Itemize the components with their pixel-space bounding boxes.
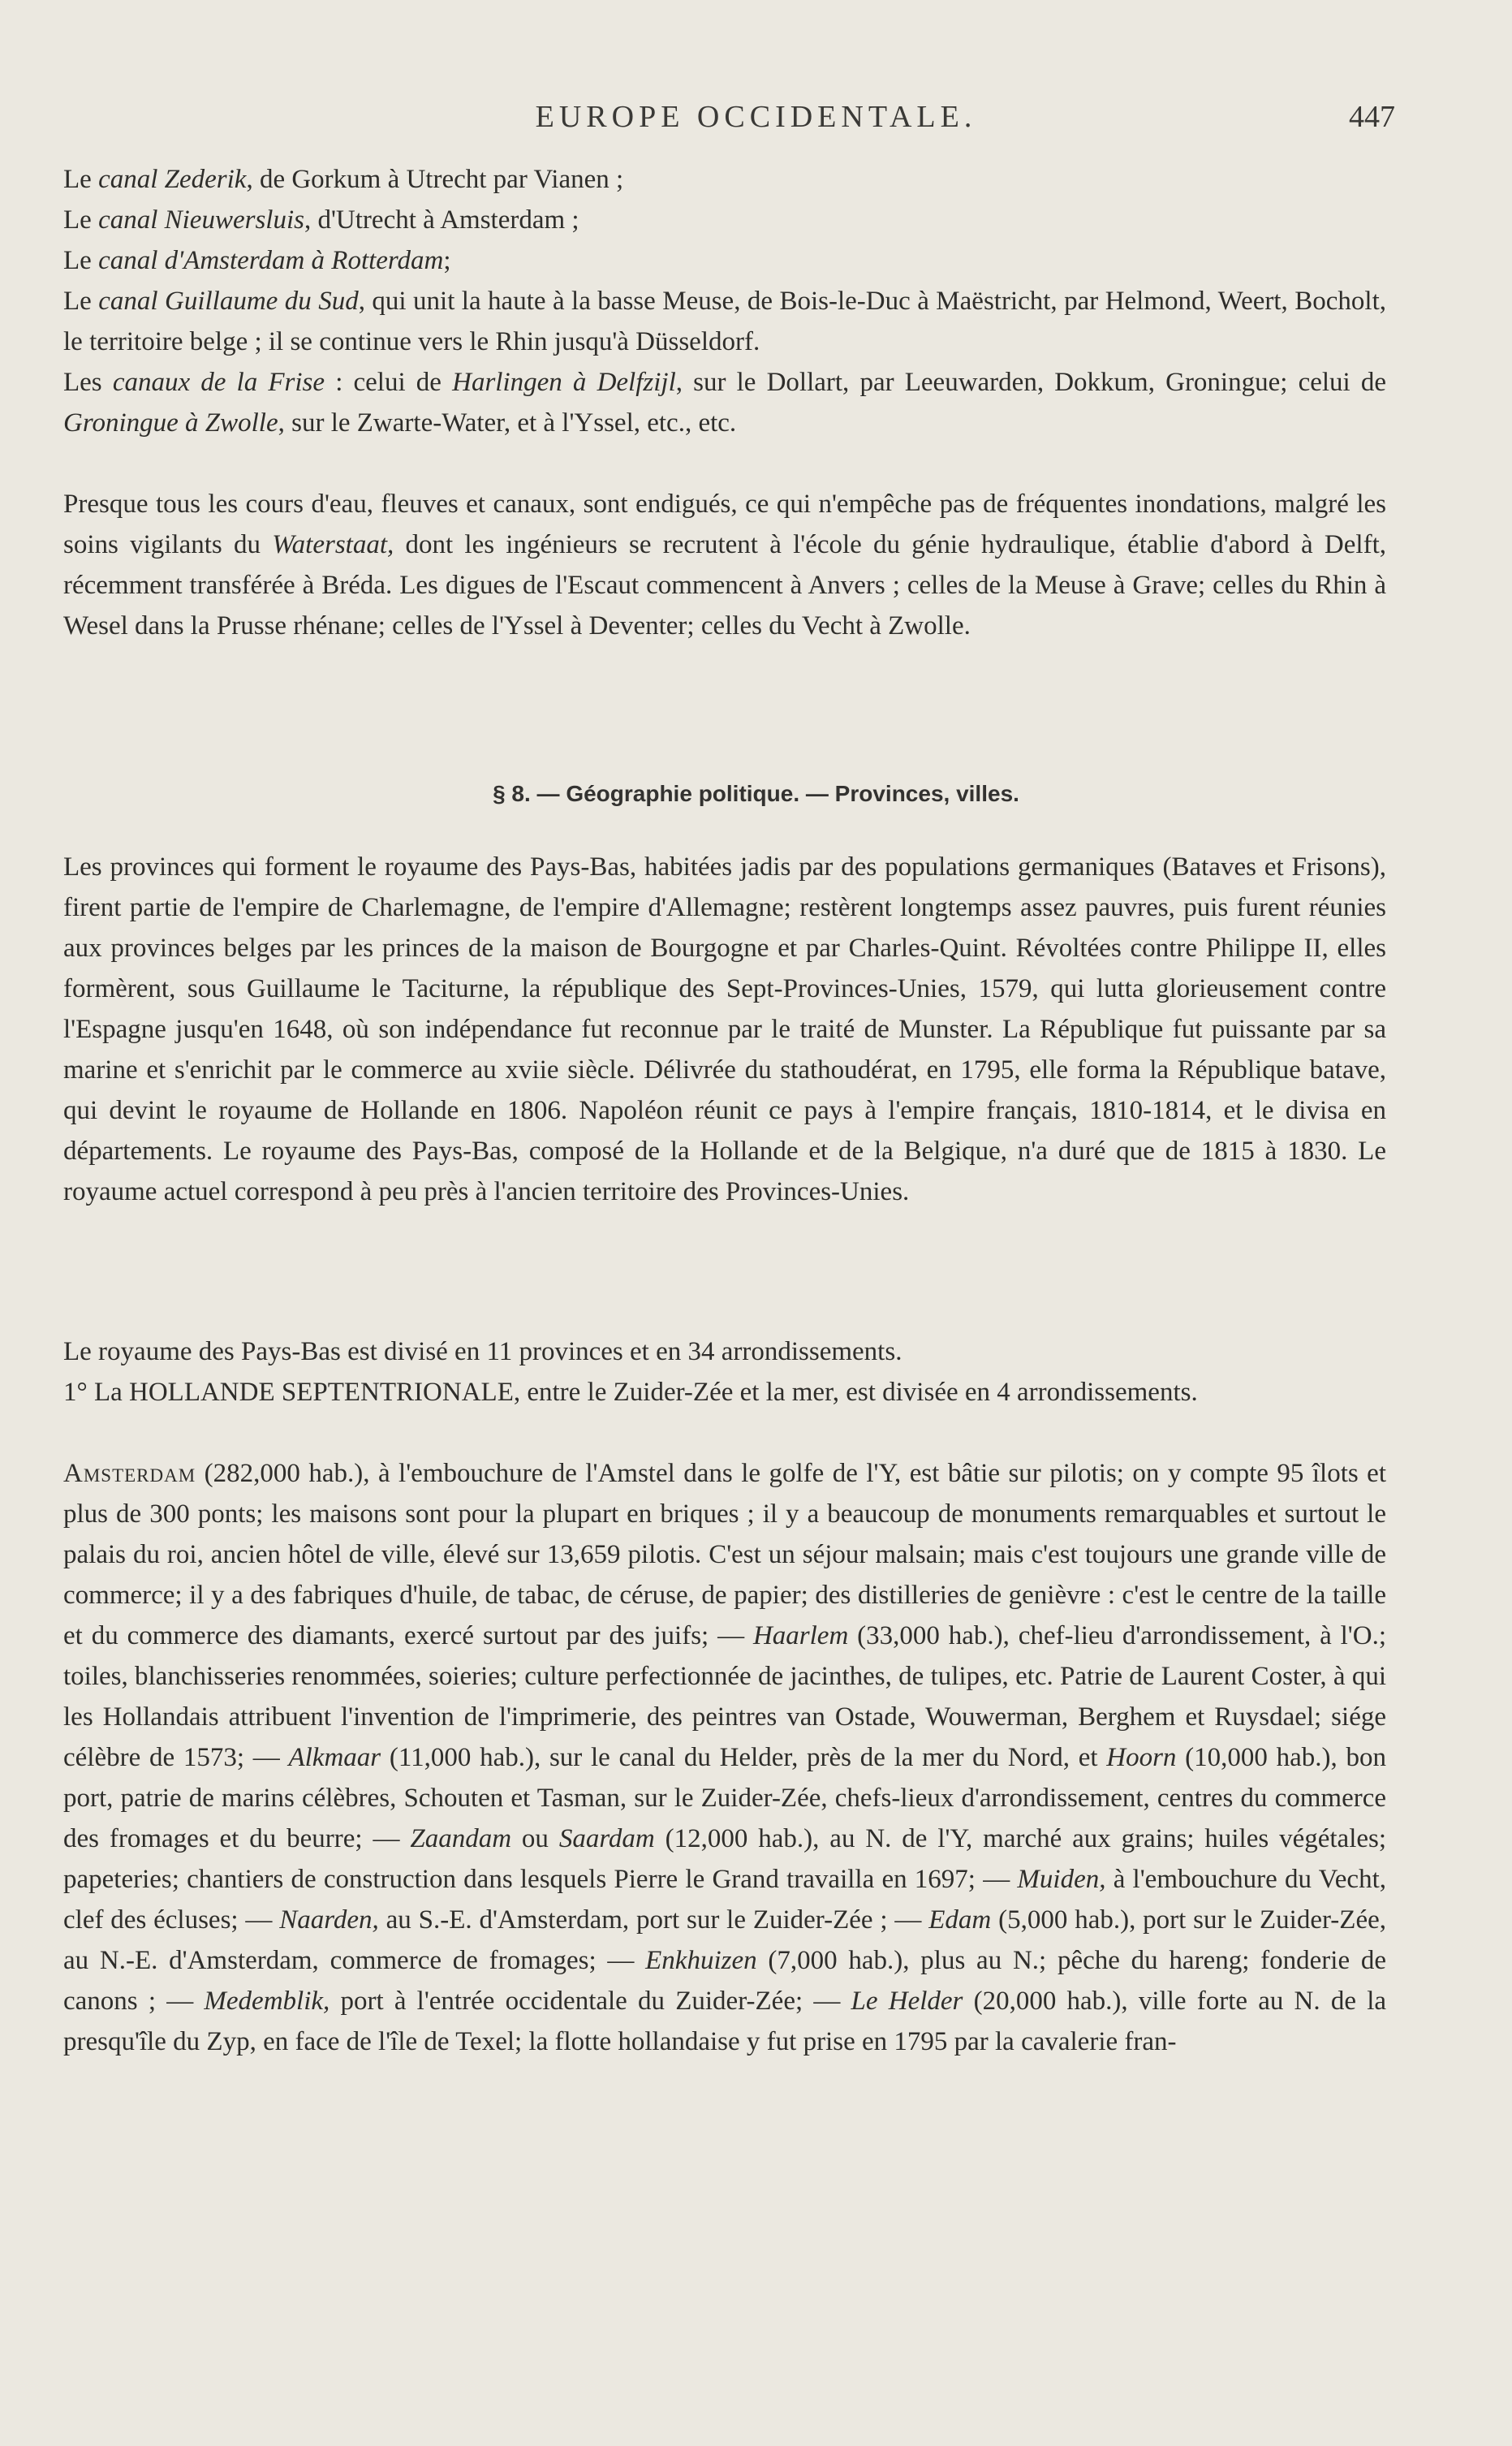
dikes-paragraph: Presque tous les cours d'eau, fleuves et canaux, sont endigués, ce qui n'empêche pas de fréquentes inondations, malgré les soins vigilants du Waterstaat, dont les ingénieurs se recrutent à l'école du génie hydraulique, établie d'abord à Delft, récemment transférée à Bréda. Les digues de l'Escaut commencent à Anvers ; celles de la Meuse à Grave; celles du Rhin à Wesel dans la Prusse rhénane; celles de l'Yssel à Deventer; celles du Vecht à Zwolle. — [63, 490, 1386, 641]
city-name: Hoorn — [1106, 1743, 1177, 1772]
city-name: Naarden, — [279, 1905, 379, 1935]
division-paragraph: Le royaume des Pays-Bas est divisé en 11 provinces et en 34 arrondissements. — [63, 1337, 902, 1366]
running-header: EUROPE OCCIDENTALE. — [535, 100, 977, 134]
city-name: Le Helder — [851, 1987, 963, 2016]
city-name: Medemblik, — [204, 1987, 330, 2016]
waterstaat-term: Waterstaat, — [272, 530, 394, 559]
page-number: 447 — [1349, 100, 1395, 134]
list-item: Le canal d'Amsterdam à Rotterdam; — [63, 246, 451, 275]
list-item: Le canal Nieuwersluis, d'Utrecht à Amsterdam ; — [63, 205, 579, 235]
city-name: Edam — [928, 1905, 992, 1935]
province-paragraph: 1° La HOLLANDE SEPTENTRIONALE, entre le Zuider-Zée et la mer, est divisée en 4 arrondissements. — [63, 1378, 1198, 1407]
city-name: Zaandam — [410, 1824, 512, 1853]
city-name: Alkmaar — [288, 1743, 381, 1772]
canal-name: canal Nieuwersluis — [98, 205, 304, 235]
cities-paragraph: Amsterdam (282,000 hab.), à l'embouchure de l'Amstel dans le golfe de l'Y, est bâtie sur pilotis; on y compte 95 îlots et plus de 300 ponts; les maisons sont pour la plupart en briques ; il y a beaucoup de monuments remarquables et surtout le palais du roi, ancien hôtel de ville, élevé sur 13,659 pilotis. C'est un séjour malsain; mais c'est toujours une grande ville de commerce; il y a des fabriques d'huile, de tabac, de céruse, de papier; des distilleries de genièvre : c'est le centre de la taille et du commerce des diamants, exercé surtout par des juifs; — Haarlem (33,000 hab.), chef-lieu d'arrondissement, à l'O.; toiles, blanchisseries renommées, soieries; culture perfectionnée de jacinthes, de tulipes, etc. Patrie de Laurent Coster, à qui les Hollandais attribuent l'invention de l'imprimerie, des peintres van Ostade, Wouwerman, Berghem et Ruysdael; siége célèbre de 1573; — Alkmaar (11,000 hab.), sur le canal du Helder, près de la mer du Nord, et Hoorn (10,000 hab.), bon port, patrie de marins célèbres, Schouten et Tasman, sur le Zuider-Zée, chefs-lieux d'arrondissement, centres du commerce des fromages et du beurre; — Zaandam ou Saardam (12,000 hab.), au N. de l'Y, marché aux grains; huiles végétales; papeteries; chantiers de construction dans lesquels Pierre le Grand travailla en 1697; — Muiden, à l'embouchure du Vecht, clef des écluses; — Naarden, au S.-E. d'Amsterdam, port sur le Zuider-Zée ; — Edam (5,000 hab.), port sur le Zuider-Zée, au N.-E. d'Amsterdam, commerce de fromages; — Enkhuizen (7,000 hab.), plus au N.; pêche du hareng; fonderie de canons ; — Medemblik, port à l'entrée occidentale du Zuider-Zée; — Le Helder (20,000 hab.), ville forte au N. de la presqu'île du Zyp, en face de l'île de Texel; la flotte hollandaise y fut prise en 1795 par la cavalerie fran- — [63, 1459, 1387, 2056]
canal-list — [63, 159, 1386, 443]
history-paragraph: Les provinces qui forment le royaume des Pays-Bas, habitées jadis par des populations germaniques (Bataves et Frisons), firent partie de l'empire de Charlemagne, de l'empire d'Allemagne; restèrent longtemps assez pauvres, puis furent réunies aux provinces belges par les princes de la maison de Bourgogne et par Charles-Quint. Révoltées contre Philippe II, elles formèrent, sous Guillaume le Taciturne, la république des Sept-Provinces-Unies, 1579, qui lutta glorieusement contre l'Espagne jusqu'en 1648, où son indépendance fut reconnue par le traité de Munster. La République fut puissante par sa marine et s'enrichit par le commerce au xviie siècle. Délivrée du stathoudérat, en 1795, elle forma la République batave, qui devint le royaume de Hollande en 1806. Napoléon réunit ce pays à l'empire français, 1810-1814, et le divisa en départements. Le royaume des Pays-Bas, composé de la Hollande et de la Belgique, n'a duré que de 1815 à 1830. Le royaume actuel correspond à peu près à l'ancien territoire des Provinces-Unies. — [63, 852, 1386, 1206]
canal-name: canal d'Amsterdam à Rotterdam — [98, 246, 444, 275]
list-item: Le canal Guillaume du Sud, qui unit la haute à la basse Meuse, de Bois-le-Duc à Maëstricht, par Helmond, Weert, Bocholt, le territoire belge ; il se continue vers le Rhin jusqu'à Düsseldorf. — [63, 287, 1386, 356]
canal-name: canal Guillaume du Sud — [98, 287, 359, 316]
city-name: Haarlem — [752, 1621, 849, 1650]
city-name: Saardam — [558, 1824, 655, 1853]
city-name: Amsterdam — [63, 1459, 196, 1488]
city-name: Enkhuizen — [645, 1946, 757, 1975]
list-item: Les canaux de la Frise : celui de Harlingen à Delfzijl, sur le Dollart, par Leeuwarden, Dokkum, Groningue; celui de Groningue à Zwolle, sur le Zwarte-Water, et à l'Yssel, etc., etc. — [63, 368, 1387, 438]
canal-name: canaux de la Frise — [112, 368, 325, 397]
city-name: Muiden, — [1017, 1865, 1106, 1894]
list-item: Le canal Zederik, de Gorkum à Utrecht par Vianen ; — [63, 165, 624, 194]
section-heading: § 8. — Géographie politique. — Provinces, villes. — [493, 781, 1019, 806]
canal-name: canal Zederik — [98, 165, 247, 194]
